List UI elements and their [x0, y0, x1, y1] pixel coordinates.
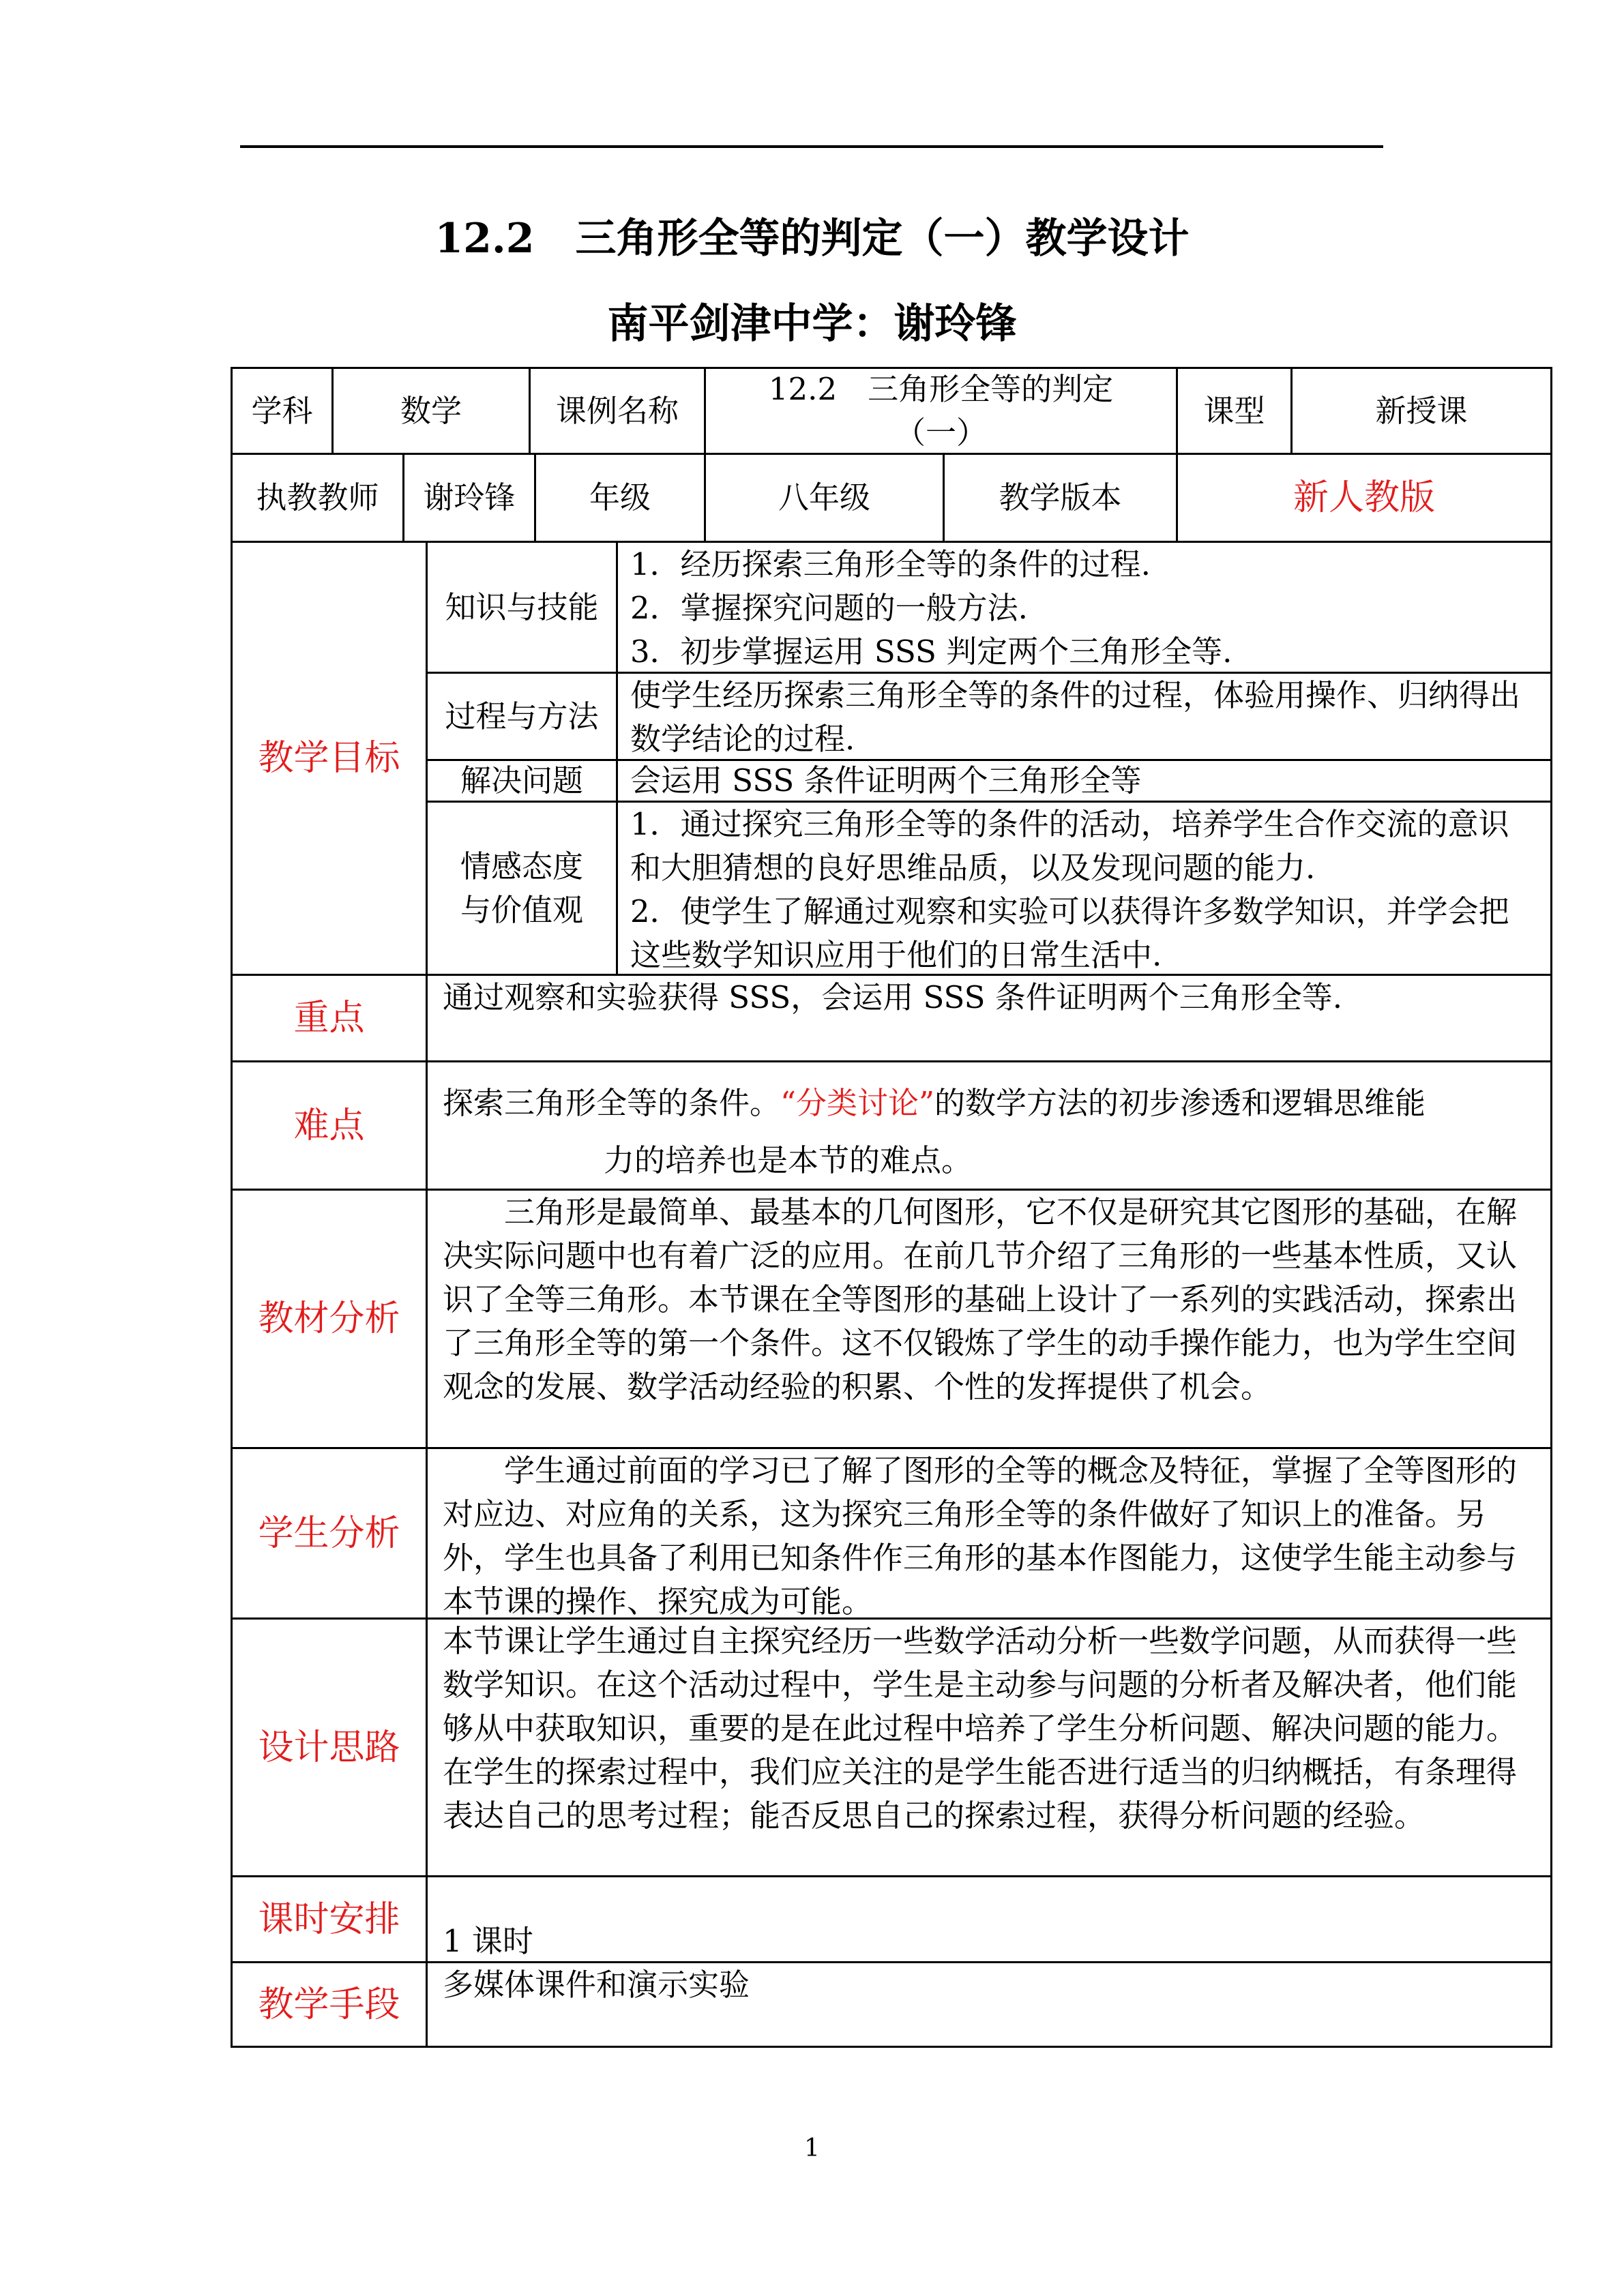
- means-text: 多媒体课件和演示实验: [426, 1961, 1552, 2048]
- process-text: 使学生经历探索三角形全等的条件的过程，体验用操作、归纳得出数学结论的过程.: [616, 672, 1552, 761]
- problem-label: 解决问题: [426, 759, 618, 803]
- teacher-label: 执教教师: [231, 453, 404, 543]
- knowledge-item: 1．经历探索三角形全等的条件的过程.: [630, 546, 1151, 582]
- process-label: 过程与方法: [426, 672, 618, 761]
- objectives-label: 教学目标: [231, 541, 428, 976]
- difficulty-text-line2: 力的培养也是本节的难点。: [604, 1142, 973, 1178]
- difficulty-highlight: “分类讨论”: [780, 1085, 935, 1121]
- difficulty-text: 探索三角形全等的条件。: [443, 1085, 781, 1121]
- student-text: 学生通过前面的学习已了解了图形的全等的概念及特征，掌握了全等图形的对应边、对应角的关系，这为探究三角形全等的条件做好了知识上的准备。另外，学生也具备了利用已知条件作三角形的基本作图能力，这使学生能主动参与本节课的操作、探究成为可能。: [426, 1447, 1552, 1620]
- difficulty-text-cont: 的数学方法的初步渗透和逻辑思维能: [934, 1085, 1426, 1121]
- material-label: 教材分析: [231, 1189, 428, 1449]
- knowledge-item: 3．初步掌握运用 SSS 判定两个三角形全等.: [630, 633, 1232, 670]
- student-label: 学生分析: [231, 1447, 428, 1620]
- design-text: 本节课让学生通过自主探究经历一些数学活动分析一些数学问题，从而获得一些数学知识。在这个活动过程中，学生是主动参与问题的分析者及解决者，他们能够从中获取知识，重要的是在此过程中培养了学生分析问题、解决问题的能力。在学生的探索过程中，我们应关注的是学生能否进行适当的归纳概括，有条理得表达自己的思考过程；能否反思自己的探索过程，获得分析问题的经验。: [426, 1617, 1552, 1877]
- lesson-type-value: 新授课: [1290, 367, 1552, 455]
- grade-label: 年级: [534, 453, 706, 543]
- problem-text: 会运用 SSS 条件证明两个三角形全等: [616, 759, 1552, 803]
- document-title: 12.2 三角形全等的判定（一）教学设计: [434, 215, 1190, 263]
- schedule-label: 课时安排: [231, 1875, 428, 1963]
- edition-value: 新人教版: [1176, 453, 1552, 543]
- subject-label: 学科: [231, 367, 334, 455]
- page-number: 1: [804, 2134, 820, 2162]
- lesson-name-value: 12.2 三角形全等的判定（一）: [704, 367, 1178, 455]
- subject-value: 数学: [331, 367, 531, 455]
- emotion-item: 2．使学生了解通过观察和实验可以获得许多数学知识，并学会把这些数学知识应用于他们的日常生活中.: [630, 893, 1509, 973]
- lesson-type-label: 课型: [1176, 367, 1293, 455]
- lesson-name-label: 课例名称: [529, 367, 706, 455]
- key-point-label: 重点: [231, 974, 428, 1062]
- schedule-text: 1 课时: [426, 1875, 1552, 1963]
- teacher-value: 谢玲锋: [402, 453, 536, 543]
- knowledge-label: 知识与技能: [426, 541, 618, 674]
- emotion-label: 情感态度与价值观: [426, 801, 618, 976]
- knowledge-item: 2．掌握探究问题的一般方法.: [630, 590, 1028, 626]
- knowledge-content: [616, 541, 1552, 674]
- emotion-content: [616, 801, 1552, 976]
- emotion-item: 1．通过探究三角形全等的条件的活动，培养学生合作交流的意识和大胆猜想的良好思维品质，以及发现问题的能力.: [630, 806, 1509, 886]
- difficulty-label: 难点: [231, 1060, 428, 1191]
- design-label: 设计思路: [231, 1617, 428, 1877]
- material-text: 三角形是最简单、最基本的几何图形，它不仅是研究其它图形的基础，在解决实际问题中也有着广泛的应用。在前几节介绍了三角形的一些基本性质，又认识了全等三角形。本节课在全等图形的基础上设计了一系列的实践活动，探索出了三角形全等的第一个条件。这不仅锻炼了学生的动手操作能力，也为学生空间观念的发展、数学活动经验的积累、个性的发挥提供了机会。: [426, 1189, 1552, 1449]
- means-label: 教学手段: [231, 1961, 428, 2048]
- difficulty-content: [426, 1060, 1552, 1191]
- key-point-text: 通过观察和实验获得 SSS，会运用 SSS 条件证明两个三角形全等.: [426, 974, 1552, 1062]
- edition-label: 教学版本: [943, 453, 1178, 543]
- grade-value: 八年级: [704, 453, 945, 543]
- document-subtitle: 南平剑津中学：谢玲锋: [607, 300, 1017, 348]
- header-rule: [240, 145, 1383, 148]
